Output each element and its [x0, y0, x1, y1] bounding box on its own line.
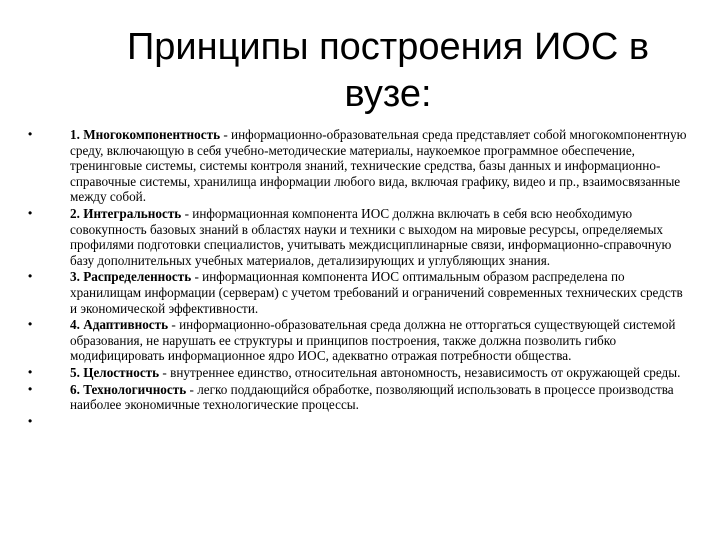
list-item — [28, 269, 688, 316]
list-item — [28, 365, 688, 381]
bullet-icon: • — [28, 317, 33, 332]
principle-term: 5. Целостность — [70, 364, 160, 380]
principles-list — [28, 127, 688, 433]
empty-list-item — [28, 414, 688, 432]
bullet-icon: • — [28, 269, 33, 284]
bullet-icon: • — [28, 364, 33, 379]
bullet-icon: • — [28, 205, 33, 220]
slide-title — [78, 24, 698, 118]
bullet-icon: • — [28, 127, 33, 141]
bullet-icon: • — [28, 413, 33, 428]
slide-title-line-1: Принципы построения ИОС в — [126, 26, 650, 68]
list-item — [28, 127, 688, 205]
principle-term: 1. Многокомпонентность — [70, 127, 221, 142]
principle-text: - информационно-образовательная среда должна не отторгаться существующей системой образования, не нарушать ее структуры и принципов построения, также должна позволить гибко модифицировать информационное ядро ИОС, адекватно отражая потребности общества. — [70, 317, 676, 364]
list-item — [28, 206, 688, 268]
principle-term: 3. Распределенность — [70, 269, 192, 285]
principle-text: - внутреннее единство, относительная автономность, независимость от окружающей среды. — [159, 364, 681, 380]
list-item — [28, 382, 688, 413]
principle-term: 6. Технологичность — [70, 381, 187, 397]
principle-text: - информационная компонента ИОС должна включать в себя всю необходимую совокупность базовых знаний в областях науки и техники с выходом на мировые ресурсы, определяемых профилями подготовки специалистов, учитывать междисциплинарные связи, информационно-справочную базу дополнительных учебных материалов, детализирующих и углубляющих знания. — [70, 205, 672, 268]
bullet-icon: • — [28, 381, 33, 396]
slide-title-line-2: вузе: — [344, 73, 432, 115]
principle-text: - информационная компонента ИОС оптимальным образом распределена по хранилищам информации (серверам) с учетом требований и ограничений современных технических средств и экономической эффективности. — [70, 269, 683, 316]
principle-text: - легко поддающийся обработке, позволяющий использовать в процессе производства наиболее экономичные технологические процессы. — [70, 381, 674, 413]
principle-term: 4. Адаптивность — [70, 317, 169, 333]
principle-text: - информационно-образовательная среда представляет собой многокомпонентную среду, включающую в себя учебно-методические материалы, наукоемкое программное обеспечение, тренинговые системы, системы контроля знаний, технические средства, базы данных и информационно-справочные системы, хранилища информации любого вида, включая графику, видео и пр., взаимосвязанные между собой. — [70, 127, 687, 205]
principle-term: 2. Интегральность — [70, 205, 182, 221]
list-item — [28, 317, 688, 364]
